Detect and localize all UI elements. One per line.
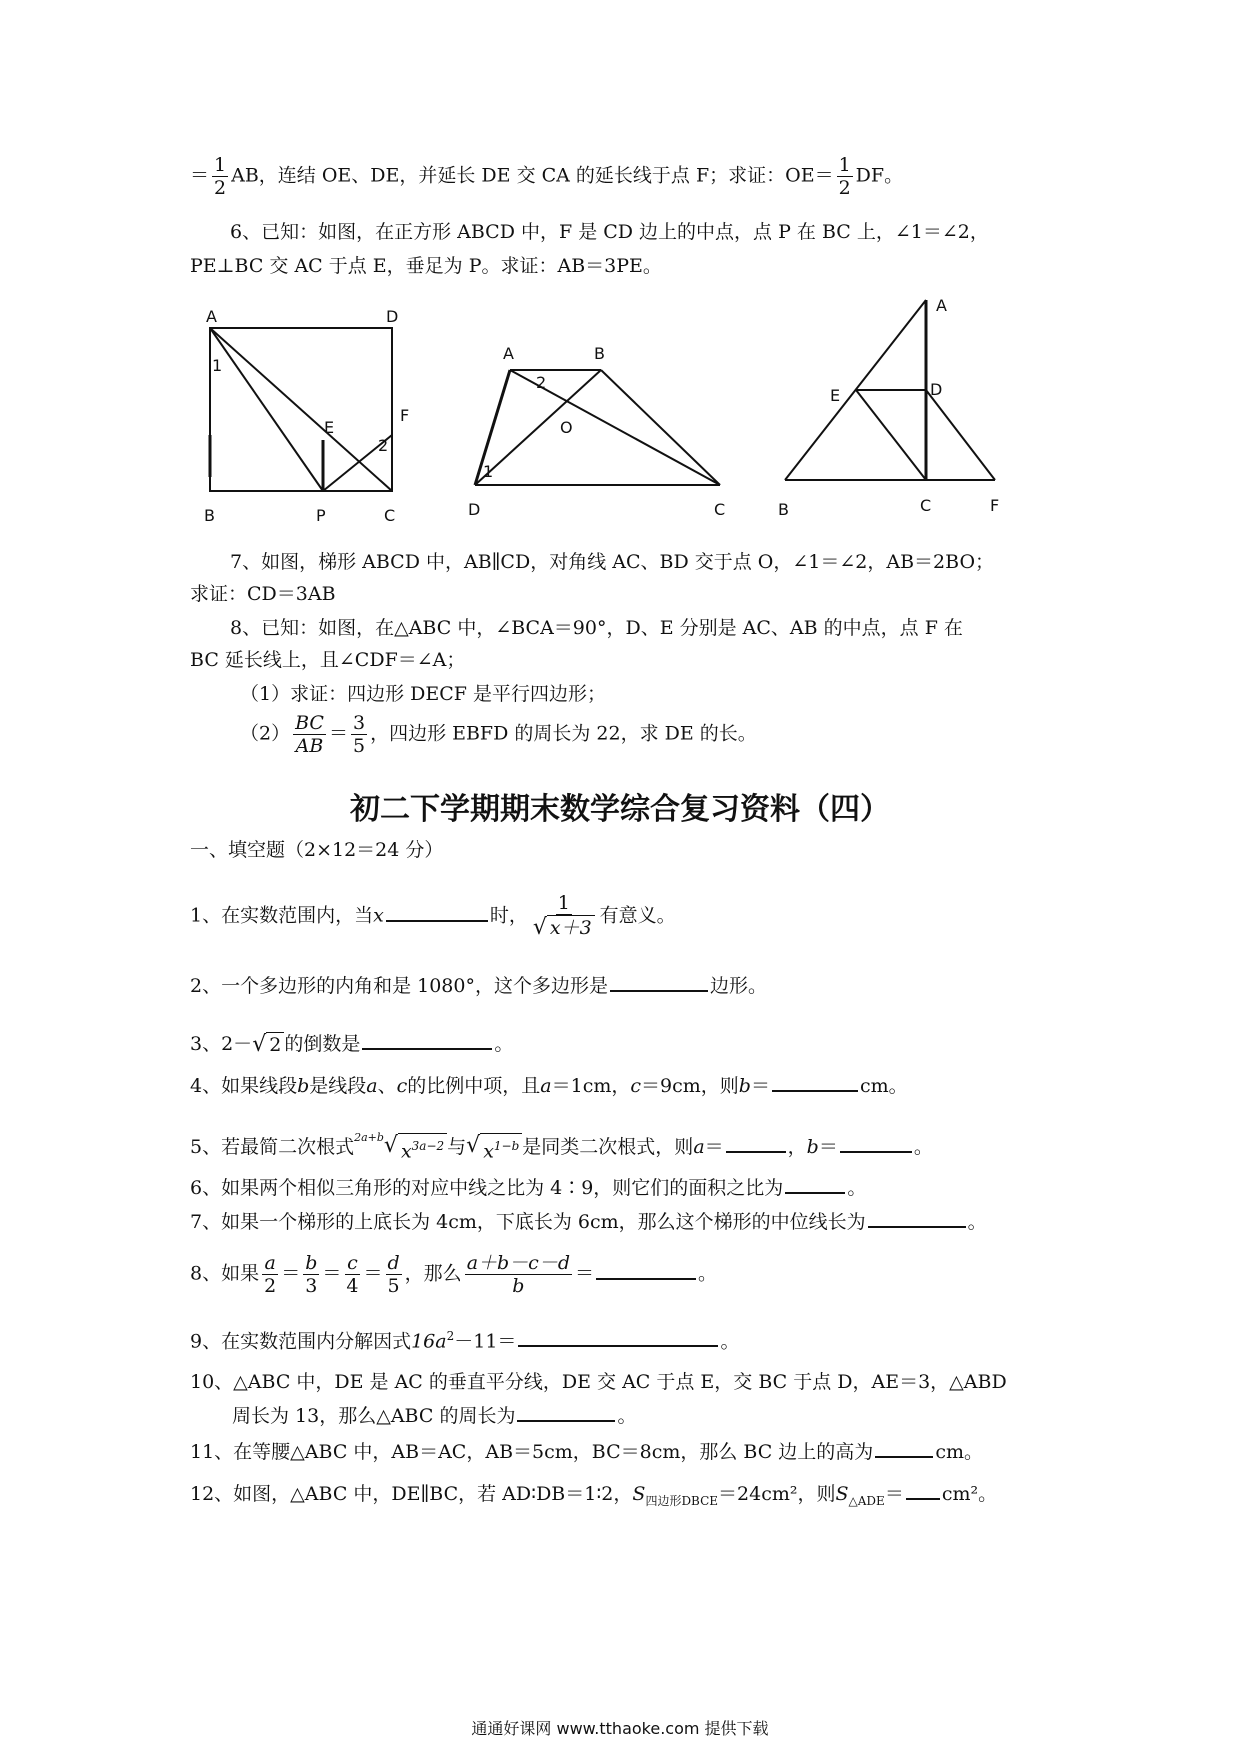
label-E: E (830, 386, 841, 405)
fill-q8: 8、如果 $\frac{a}{2}$ ＝ $\frac{b}{3}$ ＝ $\frac{c}{4}$ ＝ $\frac{d}{5}$ ，那么 $\frac{a+b-c-d}{b}$ ＝ 。 (190, 1252, 718, 1297)
label-2: 2 (378, 436, 389, 455)
page-footer: 通通好课网 www.tthaoke.com 提供下载 (471, 1719, 769, 1738)
problem-6-line-2: PE⊥BC 交 AC 于点 E，垂足为 P。求证：AB＝3PE。 (190, 255, 662, 277)
label-1: 1 (483, 462, 494, 481)
label-F: F (400, 406, 410, 425)
fill-q12: 12、如图，△ABC 中，DE∥BC，若 AD∶DB＝1∶2，$S_{四边形DBCE}=24cm^2$，则$S_{\triangle ADE}= cm^2$。 (190, 1478, 997, 1515)
label-E: E (324, 418, 335, 437)
fill-q4: 4、如果线段b是线段a、c的比例中项，且a＝1cm，c＝9cm，则b＝ cm。 (190, 1070, 908, 1100)
fill-q2: 2、一个多边形的内角和是 1080°，这个多边形是 边形。 (190, 970, 767, 1000)
label-O: O (560, 418, 573, 437)
problem-7-line-2: 求证：CD＝3AB (190, 583, 336, 605)
fraction-half-2: $\frac{1}{2}$ (838, 154, 851, 199)
fill-q1: 1、在实数范围内，当x 时， 1 √ x＋3 有意义。 (190, 892, 676, 940)
label-F: F (990, 496, 1000, 515)
label-D: D (386, 307, 399, 326)
fill-q6: 6、如果两个相似三角形的对应中线之比为 4∶9，则它们的面积之比为 。 (190, 1172, 866, 1202)
label-C: C (714, 500, 726, 519)
trapezoid-figure (475, 370, 720, 485)
fill-q10-line-1: 10、△ABC 中，DE 是 AC 的垂直平分线，DE 交 AC 于点 E，交 BC 于点 D，AE＝3，△ABD (190, 1371, 1007, 1393)
label-D: D (930, 380, 943, 399)
problem-8-part-1: （1）求证：四边形 DECF 是平行四边形； (240, 683, 606, 705)
problem-8-line-1: 8、已知：如图，在△ABC 中，∠BCA＝90°，D、E 分别是 AC、AB 的中点，点 F 在 (230, 617, 963, 639)
label-B: B (204, 506, 215, 525)
square-figure (210, 328, 392, 491)
problem-6-line-1: 6、已知：如图，在正方形 ABCD 中，F 是 CD 边上的中点，点 P 在 BC 上，∠1＝∠2， (230, 221, 989, 243)
label-B: B (594, 344, 605, 363)
label-A: A (936, 296, 947, 315)
label-P: P (316, 506, 326, 525)
section-heading: 一、填空题（2×12＝24 分） (190, 839, 444, 861)
continuation-line: ＝ $\frac{1}{2}$ AB，连结 OE、DE，并延长 DE 交 CA 的延长线于点 F；求证：OE＝ $\frac{1}{2}$ DF。 (190, 154, 904, 199)
problem-8-line-2: BC 延长线上，且∠CDF＝∠A； (190, 649, 466, 671)
fill-q10-line-2: 周长为 13，那么△ABC 的周长为 。 (232, 1400, 636, 1430)
fill-q3: 3、2－ √ 2 的倒数是 。 (190, 1028, 513, 1058)
figures (0, 285, 1240, 545)
fill-q11: 11、在等腰△ABC 中，AB＝AC，AB＝5cm，BC＝8cm，那么 BC 边上的高为 cm。 (190, 1436, 983, 1466)
label-A: A (503, 344, 514, 363)
label-C: C (384, 506, 396, 525)
problem-7-line-1: 7、如图，梯形 ABCD 中，AB∥CD，对角线 AC、BD 交于点 O，∠1＝∠2，AB＝2BO； (230, 551, 995, 573)
problem-8-part-2: （2） $\frac{BC}{AB}$ ＝ $\frac{3}{5}$ ，四边形 EBFD 的周长为 22，求 DE 的长。 (240, 712, 757, 757)
label-1: 1 (212, 356, 223, 375)
section-title: 初二下学期期末数学综合复习资料（四） (350, 792, 890, 827)
triangle-figure (785, 300, 995, 480)
label-D: D (468, 500, 481, 519)
label-B: B (778, 500, 789, 519)
label-A: A (206, 307, 217, 326)
fraction-half: $\frac{1}{2}$ (214, 154, 227, 199)
label-C: C (920, 496, 932, 515)
label-2: 2 (536, 373, 547, 392)
fill-q9: 9、在实数范围内分解因式$16a^2-11=$ 。 (190, 1322, 739, 1355)
fill-q5: 5、若最简二次根式$^{2a+b}$ √ $x^{3a-2}$ 与 √ $x^{1-b}$ 是同类二次根式，则a＝ ，b＝ 。 (190, 1131, 933, 1163)
fill-q7: 7、如果一个梯形的上底长为 4cm，下底长为 6cm，那么这个梯形的中位线长为 。 (190, 1206, 987, 1236)
